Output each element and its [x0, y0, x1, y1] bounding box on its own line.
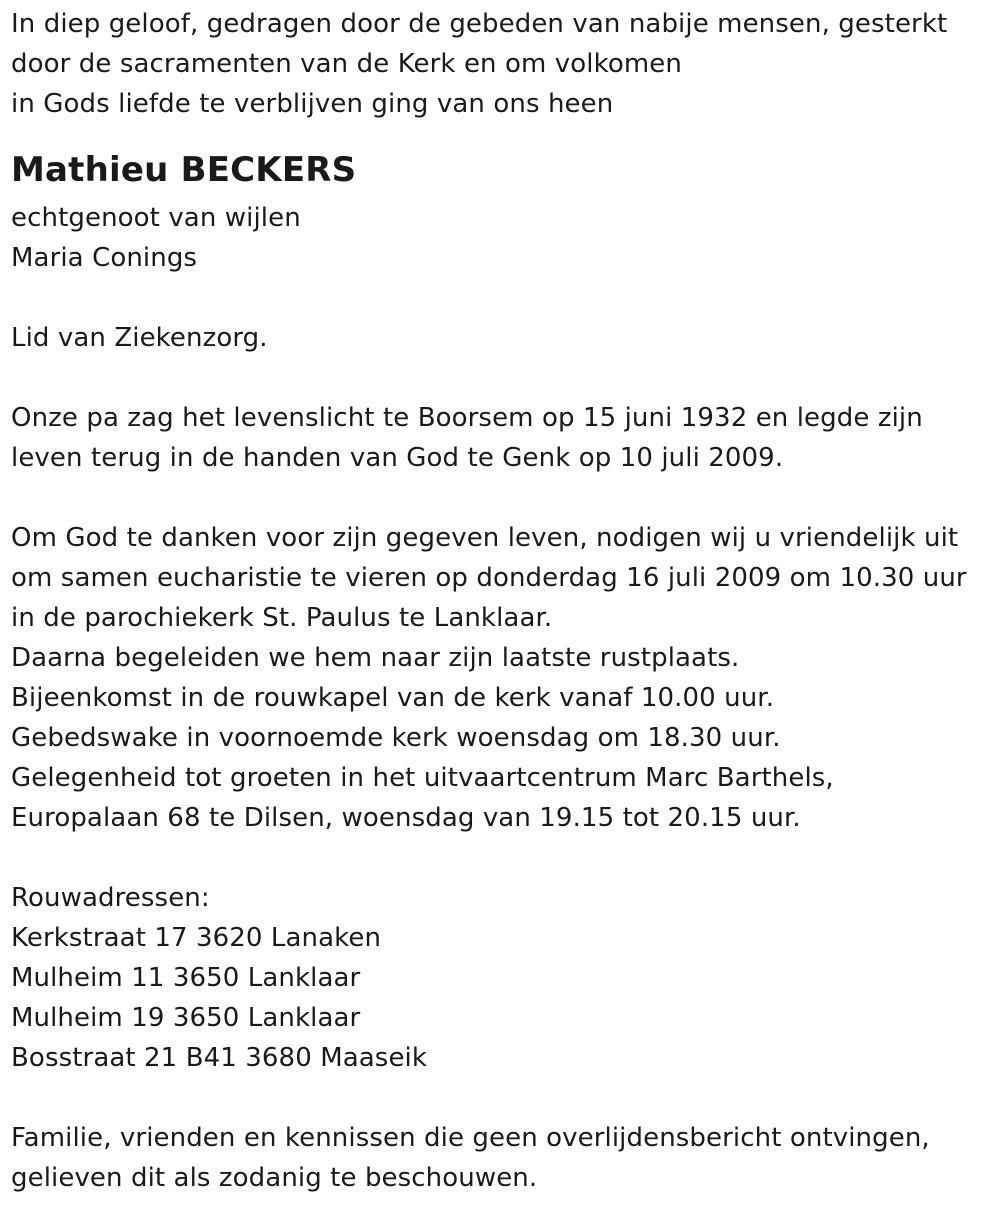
addresses-section [11, 878, 996, 1078]
ceremony-line: in de parochiekerk St. Paulus te Lanklaar. [11, 603, 553, 633]
addresses-heading: Rouwadressen: [11, 883, 210, 913]
membership-line: Lid van Ziekenzorg. [11, 323, 268, 353]
ceremony-line: Daarna begeleiden we hem naar zijn laatste rustplaats. [11, 643, 740, 673]
address-item: Mulheim 19 3650 Lanklaar [11, 1003, 361, 1033]
spacer [11, 358, 996, 398]
spacer [11, 838, 996, 878]
spacer [11, 1078, 996, 1118]
intro-line: in Gods liefde te verblijven ging van ons heen [11, 89, 614, 119]
ceremony-line: om samen eucharistie te vieren op donderdag 16 juli 2009 om 10.30 uur [11, 563, 967, 593]
spouse-name: Maria Conings [11, 243, 198, 273]
intro-line: door de sacramenten van de Kerk en om volkomen [11, 49, 682, 79]
life-line: leven terug in de handen van God te Genk op 10 juli 2009. [11, 443, 784, 473]
life-line: Onze pa zag het levenslicht te Boorsem op 15 juni 1932 en legde zijn [11, 403, 923, 433]
address-item: Bosstraat 21 B41 3680 Maaseik [11, 1043, 428, 1073]
relation-line: echtgenoot van wijlen [11, 203, 301, 233]
spacer [11, 478, 996, 518]
ceremony-line: Bijeenkomst in de rouwkapel van de kerk vanaf 10.00 uur. [11, 683, 775, 713]
ceremony-line: Gelegenheid tot groeten in het uitvaartcentrum Marc Barthels, [11, 763, 834, 793]
ceremony-paragraph [11, 518, 996, 838]
obituary-notice [11, 4, 996, 1198]
life-paragraph [11, 398, 996, 478]
ceremony-line: Gebedswake in voornoemde kerk woensdag om 18.30 uur. [11, 723, 781, 753]
address-item: Mulheim 11 3650 Lanklaar [11, 963, 361, 993]
closing-paragraph [11, 1118, 996, 1198]
address-item: Kerkstraat 17 3620 Lanaken [11, 923, 382, 953]
closing-line: Familie, vrienden en kennissen die geen overlijdensbericht ontvingen, [11, 1123, 930, 1153]
intro-line: In diep geloof, gedragen door de gebeden van nabije mensen, gesterkt [11, 9, 948, 39]
relation-paragraph [11, 198, 996, 278]
deceased-name: Mathieu BECKERS [11, 150, 357, 190]
ceremony-line: Europalaan 68 te Dilsen, woensdag van 19.15 tot 20.15 uur. [11, 803, 801, 833]
ceremony-line: Om God te danken voor zijn gegeven leven, nodigen wij u vriendelijk uit [11, 523, 959, 553]
spacer [11, 278, 996, 318]
intro-paragraph [11, 4, 996, 124]
closing-line: gelieven dit als zodanig te beschouwen. [11, 1163, 538, 1193]
